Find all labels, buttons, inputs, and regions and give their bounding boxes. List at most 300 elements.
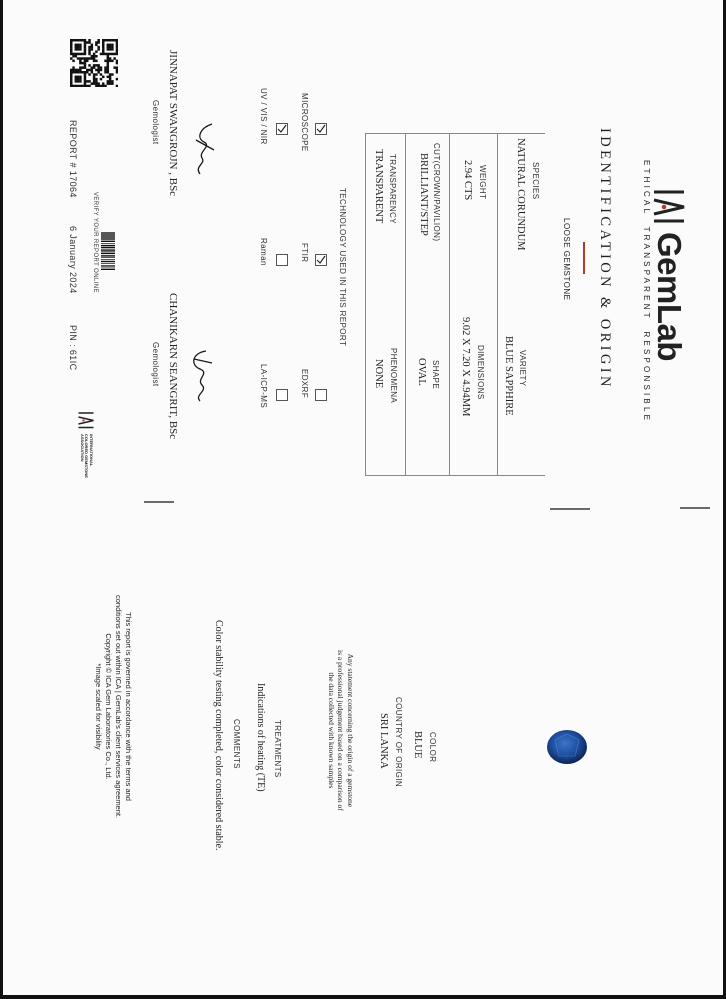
qr-module (93, 66, 95, 68)
qr-module (111, 82, 113, 84)
qr-module (77, 48, 79, 50)
qr-module (113, 53, 115, 55)
qr-module (86, 80, 88, 82)
treatments-label: TREATMENTS (273, 720, 282, 778)
qr-module (75, 48, 77, 50)
verify-online: VERIFY YOUR REPORT ONLINE (92, 192, 98, 293)
qr-module (79, 62, 81, 64)
qr-module (95, 73, 97, 75)
qr-module (84, 44, 86, 46)
qr-module (91, 82, 93, 84)
qr-module (107, 46, 109, 48)
qr-module (79, 44, 81, 46)
checkmark-icon (316, 255, 326, 265)
qr-module (86, 60, 88, 62)
qr-module (116, 69, 118, 71)
origin-note-line: Any statement concerning the origin of a gemstone (346, 653, 355, 808)
qr-module (86, 71, 88, 73)
barcode-bar (101, 233, 115, 234)
barcode-bar (101, 247, 115, 248)
qr-module (75, 69, 77, 71)
barcode-bar (101, 241, 115, 242)
qr-module (95, 64, 97, 66)
checkmark-icon (316, 124, 326, 134)
barcode-bar (101, 253, 115, 254)
transparency-label: TRANSPARENCY (388, 154, 397, 224)
weight-label: WEIGHT (478, 165, 487, 200)
qr-module (93, 78, 95, 80)
qr-module (84, 82, 86, 84)
qr-module (107, 80, 109, 82)
qr-module (91, 71, 93, 73)
qr-module (81, 53, 83, 55)
qr-module (91, 55, 93, 57)
qr-module (75, 44, 77, 46)
table-divider (497, 133, 498, 475)
qr-module (84, 60, 86, 62)
qr-module (95, 55, 97, 57)
cut-value: BRILLIANT/STEP (418, 153, 429, 236)
qr-module (102, 39, 104, 41)
qr-module (100, 78, 102, 80)
qr-module (116, 78, 118, 80)
edxrf-checkbox (315, 389, 327, 401)
microscope-checkbox (315, 123, 327, 135)
qr-module (95, 41, 97, 43)
barcode-bar (101, 255, 115, 256)
qr-module (107, 60, 109, 62)
barcode-bar (101, 261, 115, 262)
report-title: IDENTIFICATION & ORIGIN (597, 128, 613, 390)
qr-module (91, 66, 93, 68)
qr-module (111, 53, 113, 55)
report-number: REPORT # 17064 (68, 120, 78, 198)
qr-module (113, 57, 115, 59)
qr-module (84, 53, 86, 55)
qr-module (72, 66, 74, 68)
uv-vis-nir-checkbox (276, 123, 288, 135)
qr-module (79, 48, 81, 50)
qr-module (88, 50, 90, 52)
qr-module (84, 57, 86, 59)
qr-module (93, 57, 95, 59)
qr-module (107, 76, 109, 78)
qr-module (79, 39, 81, 41)
qr-module (116, 85, 118, 87)
barcode-bar (101, 268, 115, 269)
signatory-role-1: Gemologist (151, 100, 160, 145)
origin-note-line: the data collected with known samples (327, 672, 336, 789)
qr-module (91, 57, 93, 59)
qr-module (77, 57, 79, 59)
qr-module (70, 85, 72, 87)
footer-line: This report is governed in accordance with the terms and (124, 612, 133, 801)
qr-module (97, 71, 99, 73)
qr-module (84, 71, 86, 73)
qr-module (86, 41, 88, 43)
qr-module (84, 80, 86, 82)
qr-module (88, 46, 90, 48)
qr-module (70, 76, 72, 78)
raman-label: Raman (259, 238, 268, 266)
qr-module (75, 55, 77, 57)
barcode-bar (101, 232, 115, 233)
qr-module (79, 85, 81, 87)
barcode-bar (101, 269, 115, 270)
barcode-bar (101, 257, 115, 258)
qr-module (70, 53, 72, 55)
species-label: SPECIES (531, 162, 540, 200)
weight-value: 2.94 CTS (462, 160, 473, 201)
footer-line: *Image scaled for visibility (94, 663, 103, 750)
qr-module (91, 46, 93, 48)
brand-name: GemLab (651, 232, 688, 362)
qr-module (97, 46, 99, 48)
qr-module (109, 73, 111, 75)
species-value: NATURAL CORUNDUM (515, 138, 526, 251)
qr-module (93, 76, 95, 78)
qr-module (111, 80, 113, 82)
technology-heading: TECHNOLOGY USED IN THIS REPORT (338, 188, 347, 347)
qr-module (97, 39, 99, 41)
qr-module (79, 60, 81, 62)
edxrf-label: EDXRF (300, 369, 309, 399)
qr-module (100, 53, 102, 55)
qr-module (116, 71, 118, 73)
fold-mark (550, 508, 590, 510)
qr-module (79, 78, 81, 80)
qr-module (70, 71, 72, 73)
phenomena-label: PHENOMENA (389, 348, 398, 404)
qr-module (77, 46, 79, 48)
qr-module (84, 76, 86, 78)
qr-module (77, 78, 79, 80)
qr-module (91, 69, 93, 71)
qr-module (104, 60, 106, 62)
qr-module (88, 73, 90, 75)
qr-module (72, 39, 74, 41)
variety-label: VARIETY (518, 350, 527, 387)
qr-module (77, 39, 79, 41)
qr-module (79, 71, 81, 73)
qr-module (79, 69, 81, 71)
report-pin: PIN : 61IC (68, 325, 78, 371)
qr-module (95, 82, 97, 84)
qr-module (107, 57, 109, 59)
qr-module (116, 50, 118, 52)
qr-module (84, 66, 86, 68)
qr-module (116, 53, 118, 55)
qr-module (97, 48, 99, 50)
qr-module (104, 53, 106, 55)
barcode-bar (101, 263, 115, 264)
qr-module (116, 39, 118, 41)
qr-module (91, 44, 93, 46)
qr-module (81, 57, 83, 59)
barcode-bar (101, 251, 115, 252)
qr-module (70, 80, 72, 82)
cut-label: CUT(CROWN/PAVILION) (432, 143, 441, 242)
qr-module (116, 66, 118, 68)
qr-module (111, 48, 113, 50)
qr-module (109, 57, 111, 59)
barcode-bar (101, 243, 115, 244)
table-border-bottom (365, 475, 545, 476)
raman-checkbox (276, 254, 288, 266)
qr-module (81, 39, 83, 41)
qr-module (70, 44, 72, 46)
qr-module (111, 60, 113, 62)
qr-module (79, 80, 81, 82)
qr-module (107, 62, 109, 64)
footer-notice (93, 595, 133, 818)
qr-module (109, 60, 111, 62)
qr-module (77, 69, 79, 71)
origin-note (327, 650, 356, 811)
qr-module (116, 60, 118, 62)
qr-module (70, 41, 72, 43)
barcode-bar (101, 249, 115, 250)
qr-module (84, 73, 86, 75)
title-accent-bar (583, 242, 585, 274)
qr-module (109, 82, 111, 84)
qr-module (86, 69, 88, 71)
qr-module (77, 76, 79, 78)
qr-module (77, 71, 79, 73)
ftir-label: FTIR (300, 243, 309, 263)
qr-module (81, 85, 83, 87)
gemlab-logo (650, 188, 688, 361)
la-icp-ms-label: LA-ICP-MS (259, 364, 268, 409)
checkmark-icon (277, 124, 287, 134)
barcode-bar (101, 266, 115, 267)
table-divider (365, 133, 366, 475)
qr-module (109, 44, 111, 46)
qr-module (111, 46, 113, 48)
qr-module (109, 53, 111, 55)
qr-code (70, 39, 118, 87)
qr-module (93, 73, 95, 75)
qr-module (75, 46, 77, 48)
qr-module (104, 71, 106, 73)
qr-module (79, 66, 81, 68)
qr-module (107, 66, 109, 68)
barcode-bar (101, 265, 115, 266)
barcode-bar (101, 259, 115, 260)
qr-module (77, 53, 79, 55)
signature-jinnapat (190, 120, 218, 178)
qr-module (109, 46, 111, 48)
qr-module (79, 46, 81, 48)
qr-module (70, 69, 72, 71)
qr-module (102, 48, 104, 50)
qr-module (100, 73, 102, 75)
qr-module (109, 80, 111, 82)
qr-module (93, 53, 95, 55)
dimensions-label: DIMENSIONS (476, 345, 485, 400)
gemstone-image (545, 728, 589, 766)
qr-module (95, 80, 97, 82)
qr-module (84, 64, 86, 66)
brand-tagline: ETHICAL TRANSPARENT RESPONSIBLE (642, 160, 651, 424)
uv-vis-nir-label: UV / VIS / NIR (259, 88, 268, 145)
qr-module (79, 53, 81, 55)
qr-module (75, 71, 77, 73)
signatory-role-2: Gemologist (151, 342, 160, 387)
scan-edge-bottom (0, 995, 726, 999)
phenomena-value: NONE (373, 359, 384, 389)
qr-module (70, 78, 72, 80)
qr-module (116, 48, 118, 50)
qr-module (95, 60, 97, 62)
qr-module (72, 71, 74, 73)
qr-module (91, 48, 93, 50)
qr-module (93, 82, 95, 84)
qr-module (107, 71, 109, 73)
qr-module (72, 69, 74, 71)
qr-module (107, 82, 109, 84)
qr-module (95, 78, 97, 80)
qr-module (70, 82, 72, 84)
barcode-bar (101, 235, 115, 236)
qr-module (97, 64, 99, 66)
qr-module (97, 85, 99, 87)
barcode-bar (101, 245, 115, 246)
footer-line: conditions set out within ICA | GemLab's client services agreement. (114, 595, 123, 819)
qr-module (88, 69, 90, 71)
qr-module (81, 66, 83, 68)
qr-module (102, 82, 104, 84)
qr-module (100, 85, 102, 87)
qr-module (84, 41, 86, 43)
qr-module (84, 85, 86, 87)
qr-module (79, 57, 81, 59)
qr-module (72, 55, 74, 57)
table-divider (405, 133, 406, 475)
ica-mark-icon (77, 411, 95, 431)
qr-module (77, 44, 79, 46)
origin-label: COUNTRY OF ORIGIN (394, 697, 403, 788)
qr-module (113, 66, 115, 68)
qr-module (109, 78, 111, 80)
qr-module (104, 66, 106, 68)
qr-module (95, 69, 97, 71)
qr-module (100, 66, 102, 68)
qr-module (86, 57, 88, 59)
report-date: 6 January 2024 (68, 226, 78, 294)
qr-module (70, 73, 72, 75)
qr-module (107, 69, 109, 71)
qr-module (70, 50, 72, 52)
qr-module (72, 85, 74, 87)
variety-value: BLUE SAPPHIRE (503, 336, 514, 416)
qr-module (70, 48, 72, 50)
qr-module (97, 69, 99, 71)
comments-value: Color stability testing completed, color considered stable. (213, 620, 224, 851)
qr-module (88, 64, 90, 66)
qr-module (88, 41, 90, 43)
qr-module (97, 41, 99, 43)
qr-module (95, 44, 97, 46)
barcode (101, 232, 115, 270)
color-label: COLOR (428, 732, 437, 763)
qr-module (72, 60, 74, 62)
qr-module (93, 80, 95, 82)
qr-module (75, 78, 77, 80)
qr-module (107, 53, 109, 55)
qr-module (102, 53, 104, 55)
qr-module (107, 48, 109, 50)
qr-module (75, 39, 77, 41)
report-subtitle: LOOSE GEMSTONE (562, 218, 571, 301)
qr-module (95, 50, 97, 52)
qr-module (102, 44, 104, 46)
qr-module (86, 85, 88, 87)
origin-note-line: is a professional judgement based on a comparison of (336, 650, 346, 811)
qr-module (77, 85, 79, 87)
qr-module (84, 46, 86, 48)
qr-module (88, 85, 90, 87)
qr-module (109, 76, 111, 78)
qr-module (72, 53, 74, 55)
qr-module (79, 76, 81, 78)
shape-label: SHAPE (431, 360, 440, 390)
qr-module (93, 64, 95, 66)
association-logo (77, 411, 95, 478)
signature-chanikarn (186, 345, 216, 405)
association-line2: COLORED GEMSTONE (84, 434, 90, 478)
qr-module (111, 44, 113, 46)
treatments-value: Indications of heating (TE) (255, 683, 266, 792)
barcode-bar (101, 237, 115, 238)
qr-module (104, 69, 106, 71)
qr-module (75, 80, 77, 82)
qr-module (77, 80, 79, 82)
association-line1: INTERNATIONAL (88, 434, 94, 467)
qr-module (100, 69, 102, 71)
signatory-name-2: CHANIKARN SEANGRIT, BSc (167, 293, 179, 440)
signatory-name-1: JINNAPAT SWANGROJN , BSc (167, 50, 179, 197)
qr-module (95, 85, 97, 87)
qr-module (70, 46, 72, 48)
la-icp-ms-checkbox (276, 389, 288, 401)
footer-line: Copyright © ICA Gem Laboratories Co., Ltd. (104, 633, 113, 780)
ica-mark-icon (652, 188, 686, 228)
qr-module (84, 48, 86, 50)
qr-module (116, 44, 118, 46)
qr-module (102, 46, 104, 48)
qr-module (70, 39, 72, 41)
fold-mark (680, 507, 710, 509)
qr-module (88, 48, 90, 50)
qr-module (109, 39, 111, 41)
origin-value: SRI LANKA (378, 713, 389, 769)
qr-module (102, 41, 104, 43)
qr-module (88, 53, 90, 55)
qr-module (109, 48, 111, 50)
qr-module (113, 39, 115, 41)
qr-module (93, 60, 95, 62)
qr-module (84, 39, 86, 41)
qr-module (84, 50, 86, 52)
qr-module (111, 73, 113, 75)
qr-module (93, 55, 95, 57)
qr-module (70, 57, 72, 59)
qr-module (81, 62, 83, 64)
qr-module (107, 64, 109, 66)
transparency-value: TRANSPARENT (373, 149, 384, 224)
qr-module (104, 39, 106, 41)
